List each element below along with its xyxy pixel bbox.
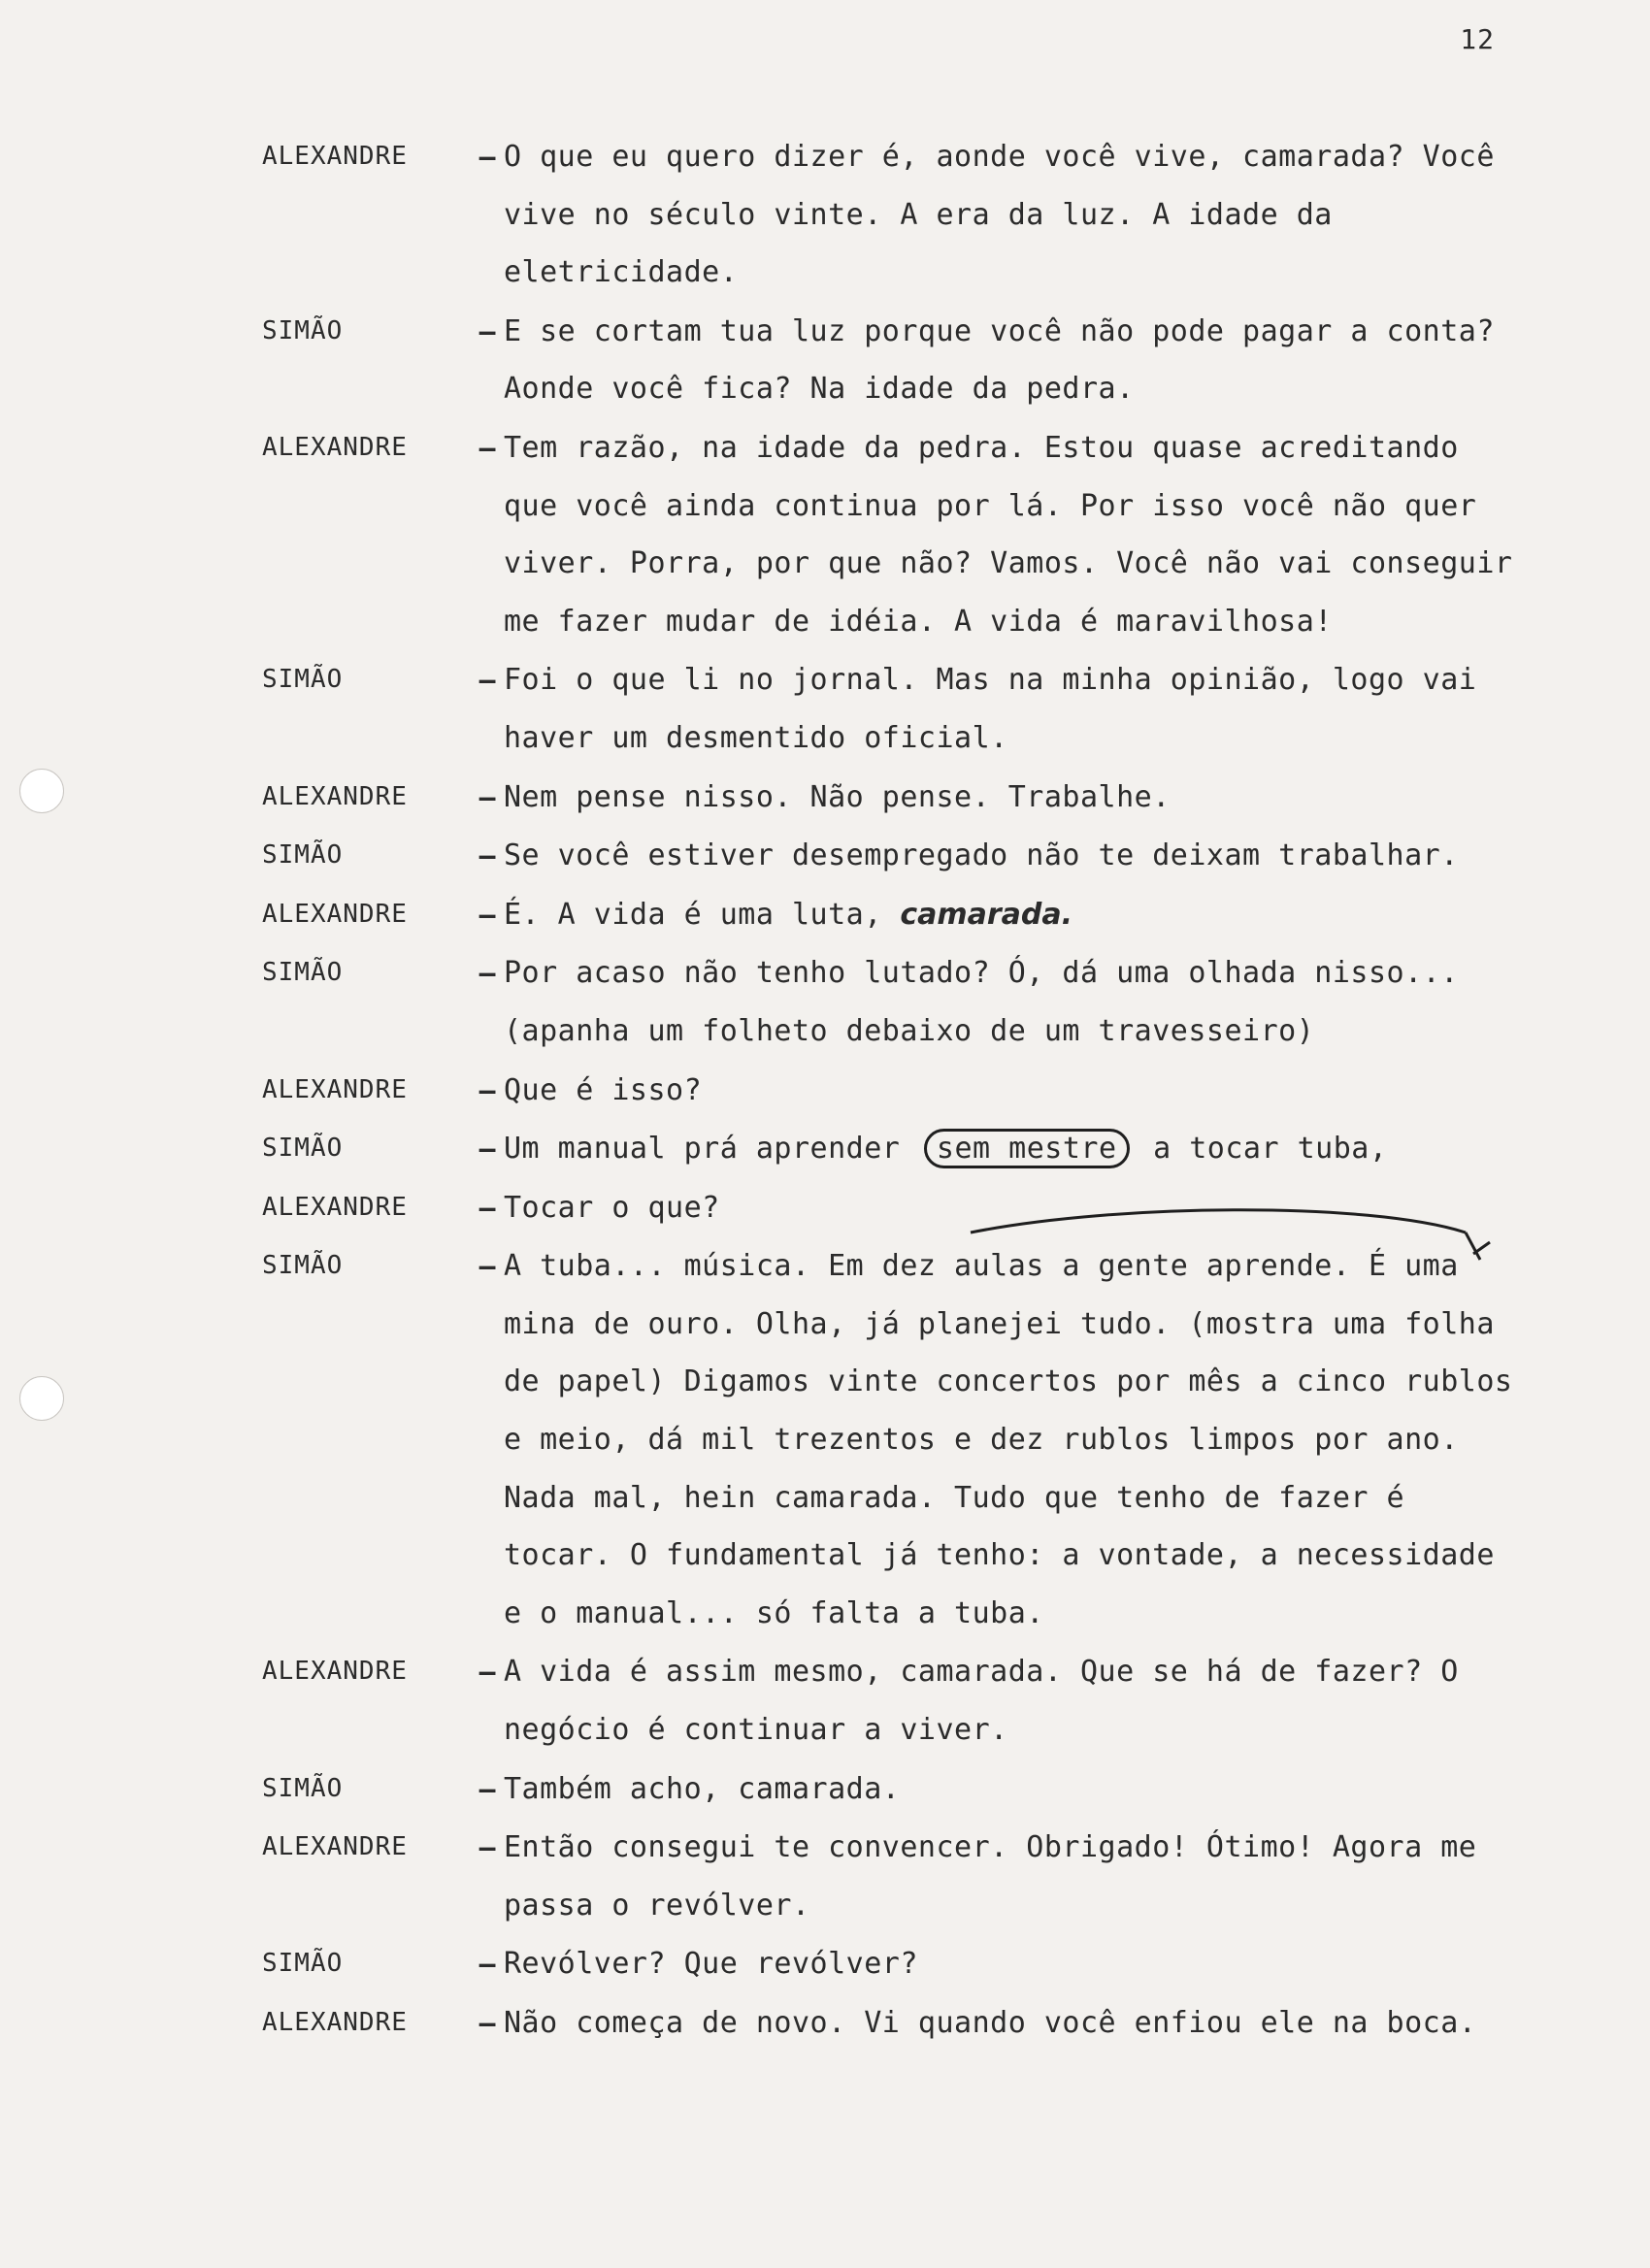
speaker-name: ALEXANDRE — [262, 142, 408, 171]
speech-text: Que é isso? — [504, 1072, 703, 1107]
page-number: 12 — [1460, 23, 1495, 55]
speech-text: Tem razão, na idade da pedra. Estou quase acreditando que você ainda continua por lá. Por isso você não quer viver. Porra, por que não? Vamos. Você não vai conseguir me fazer mudar de idéia. A vida é maravilhosa! — [504, 430, 1513, 639]
speaker-name: ALEXANDRE — [262, 1074, 408, 1104]
dash: – — [478, 1948, 496, 1981]
dialogue-entry — [262, 1062, 1524, 1120]
speaker-name: ALEXANDRE — [262, 781, 408, 811]
dialogue-entry — [262, 1643, 1524, 1759]
speech-text: A tuba... música. Em dez aulas a gente aprende. É uma mina de ouro. Olha, já planejei tudo. (mostra uma folha de papel) Digamos vinte concertos por mês a cinco rublos e meio, dá mil trezentos e dez rublos limpos por ano. Nada mal, hein camarada. Tudo que tenho de fazer é tocar. O fundamental já tenho: a vontade, a necessidade e o manual... só falta a tuba. — [504, 1249, 1513, 1630]
dialogue-entry — [262, 1760, 1524, 1819]
punch-hole-bottom — [19, 1376, 64, 1421]
dash: – — [478, 141, 496, 173]
speaker-name: SIMÃO — [262, 665, 344, 695]
dialogue-entry — [262, 651, 1524, 767]
speech-text: Também acho, camarada. — [504, 1771, 901, 1806]
speaker-name: SIMÃO — [262, 1773, 344, 1803]
speech-text: Revólver? Que revólver? — [504, 1947, 918, 1982]
speech-text — [504, 1120, 1524, 1178]
speaker-name: SIMÃO — [262, 1251, 344, 1281]
speaker-name: ALEXANDRE — [262, 432, 408, 462]
speaker-name: SIMÃO — [262, 315, 344, 345]
dialogue-entry — [262, 419, 1524, 650]
dialogue-entry — [262, 827, 1524, 885]
dash: – — [478, 1772, 496, 1805]
dialogue-entry — [262, 1237, 1524, 1642]
speech-text: Se você estiver desempregado não te deixam trabalhar. — [504, 838, 1459, 873]
dash: – — [478, 1831, 496, 1864]
speech-text: E se cortam tua luz porque você não pode pagar a conta? Aonde você fica? Na idade da pedra. — [504, 313, 1495, 407]
dialogue-entry — [262, 303, 1524, 418]
dash: – — [478, 898, 496, 931]
speaker-name: SIMÃO — [262, 840, 344, 871]
speech-text — [504, 886, 1524, 944]
dialogue-entry — [262, 769, 1524, 827]
dash: – — [478, 1191, 496, 1224]
speech-text: Tocar o que? — [504, 1190, 720, 1225]
dialogue-entry — [262, 944, 1524, 1060]
dash: – — [478, 957, 496, 990]
dialogue-entry — [262, 1179, 1524, 1237]
dialogue-entry — [262, 1120, 1524, 1178]
dialogue-entry — [262, 1935, 1524, 1993]
dash: – — [478, 839, 496, 872]
speech-text: Nem pense nisso. Não pense. Trabalhe. — [504, 779, 1171, 814]
circled-text: sem mestre — [924, 1129, 1130, 1168]
speech-text: O que eu quero dizer é, aonde você vive, camarada? Você vive no século vinte. A era da luz. A idade da eletricidade. — [504, 140, 1495, 290]
punch-hole-top — [19, 769, 64, 813]
dialogue-entry — [262, 128, 1524, 302]
speech-text: Não começa de novo. Vi quando você enfiou ele na boca. — [504, 2006, 1477, 2040]
dash: – — [478, 1073, 496, 1106]
dash: – — [478, 1656, 496, 1689]
speech-text: Então consegui te convencer. Obrigado! Ótimo! Agora me passa o revólver. — [504, 1830, 1477, 1923]
speech-text: Por acaso não tenho lutado? Ó, dá uma olhada nisso... (apanha um folheto debaixo de um travesseiro) — [504, 956, 1459, 1048]
dialogue-entry — [262, 886, 1524, 944]
speaker-name: ALEXANDRE — [262, 1192, 408, 1222]
typed-text: Um manual prá aprender — [504, 1132, 901, 1167]
speech-text: Foi o que li no jornal. Mas na minha opinião, logo vai haver um desmentido oficial. — [504, 663, 1477, 755]
typed-text: a tocar tuba, — [1153, 1132, 1388, 1167]
speaker-name: ALEXANDRE — [262, 899, 408, 929]
speaker-name: ALEXANDRE — [262, 1832, 408, 1862]
dash: – — [478, 431, 496, 464]
dialogue — [262, 128, 1524, 2054]
dash: – — [478, 2007, 496, 2039]
dash: – — [478, 1133, 496, 1166]
dialogue-entry — [262, 1819, 1524, 1934]
speaker-name: SIMÃO — [262, 958, 344, 988]
speaker-name: ALEXANDRE — [262, 2008, 408, 2037]
handwritten-correction: camarada. — [900, 897, 1073, 932]
typed-text: É. A vida é uma luta, — [504, 897, 882, 932]
dash: – — [478, 1250, 496, 1283]
speaker-name: SIMÃO — [262, 1134, 344, 1164]
speaker-name: SIMÃO — [262, 1949, 344, 1979]
dash: – — [478, 780, 496, 813]
speaker-name: ALEXANDRE — [262, 1657, 408, 1687]
dialogue-entry — [262, 1994, 1524, 2053]
dash: – — [478, 664, 496, 697]
dash: – — [478, 314, 496, 347]
speech-text: A vida é assim mesmo, camarada. Que se há de fazer? O negócio é continuar a viver. — [504, 1655, 1459, 1748]
